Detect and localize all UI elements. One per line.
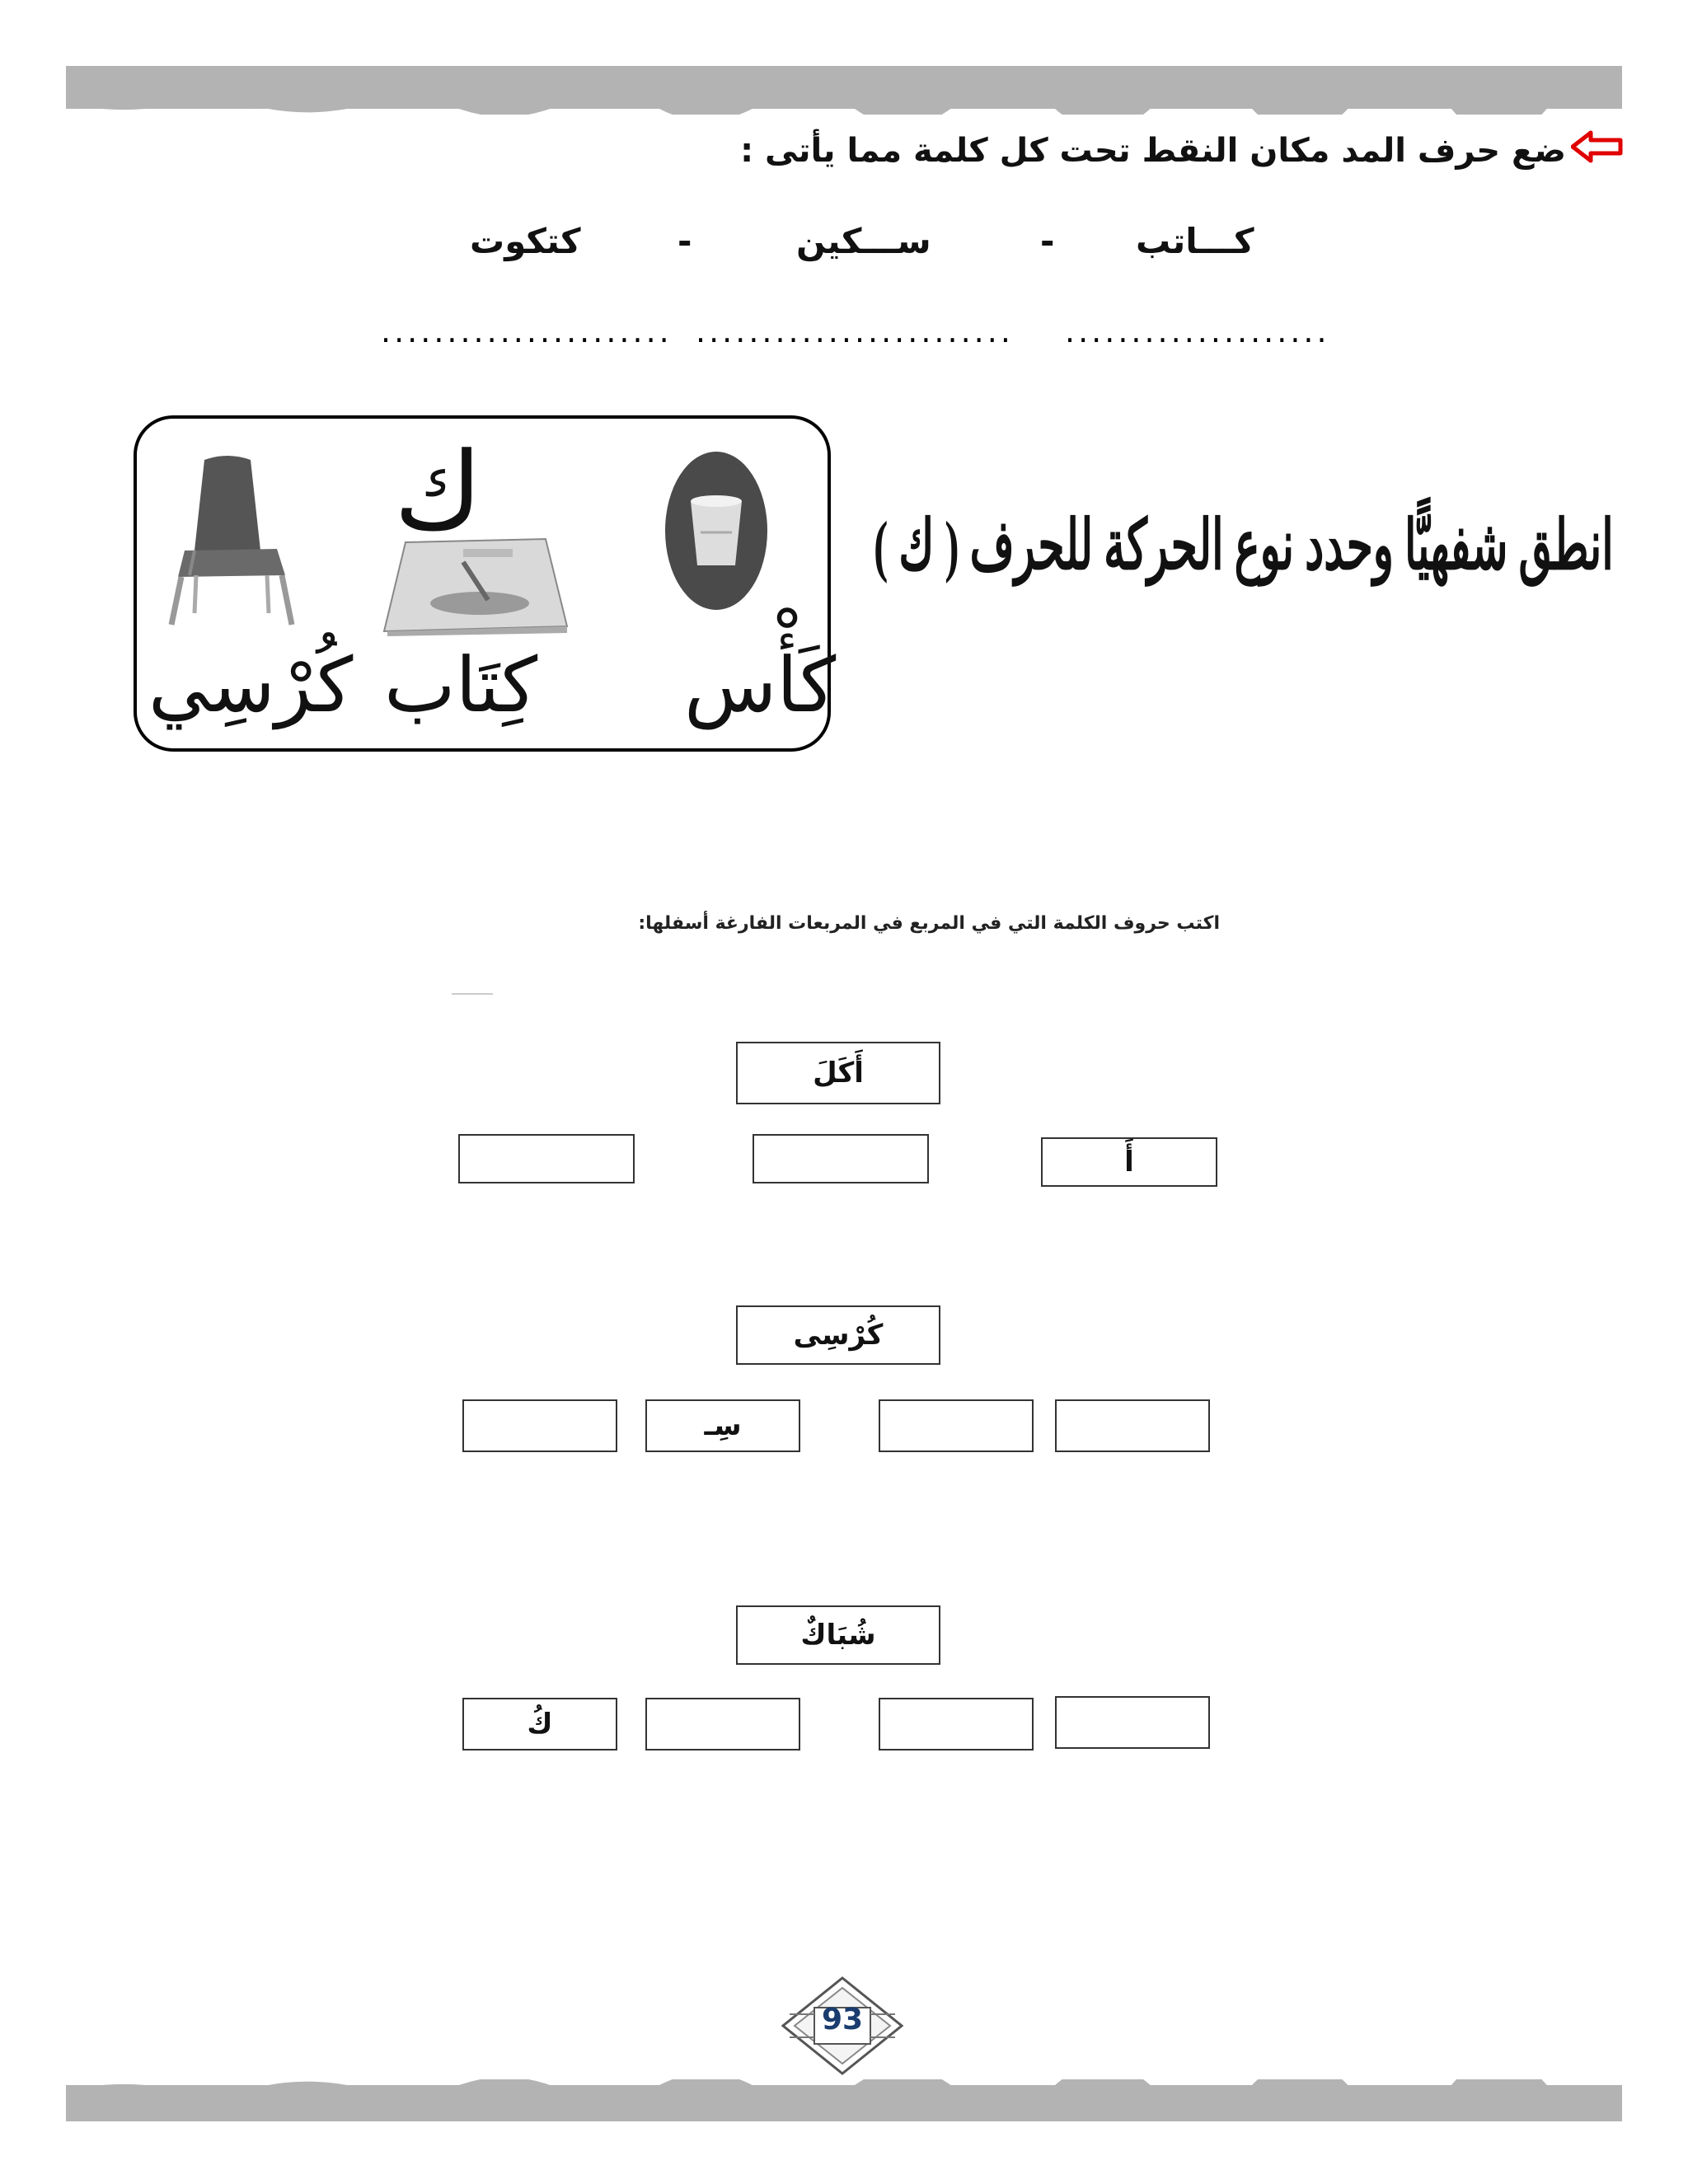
letter-box[interactable]	[458, 1134, 635, 1183]
letter-box[interactable]	[462, 1399, 617, 1452]
letter-kaf: ك	[394, 429, 483, 554]
letter-box[interactable]	[879, 1399, 1034, 1452]
answer-blank-2[interactable]: ........................	[696, 313, 1014, 349]
header-band	[66, 66, 1622, 109]
answer-blank-3[interactable]: ......................	[381, 313, 673, 349]
divider	[452, 993, 493, 995]
exercise1-instruction: ضع حرف المد مكان النقط تحت كل كلمة مما يأتى :	[740, 132, 1566, 170]
footer-band	[66, 2085, 1622, 2121]
letter-box[interactable]: أَ	[1041, 1137, 1217, 1187]
word-box-akala: أَكَلَ	[736, 1042, 940, 1104]
letter-box[interactable]	[1055, 1399, 1210, 1452]
letter-box[interactable]	[1055, 1696, 1210, 1749]
answer-blank-1[interactable]: ....................	[1065, 313, 1330, 349]
letter-box[interactable]	[879, 1698, 1034, 1750]
chair-image	[153, 452, 302, 628]
word-kursi: كُرْسِي	[148, 641, 354, 729]
exercise2-instruction: انطق شفهيًّا وحدد نوع الحركة للحرف ( ك )	[874, 508, 1614, 584]
glass-image	[663, 450, 770, 612]
word-kaas: كَأْس	[684, 641, 837, 729]
exercise1-word-1: كـــاتب	[1136, 221, 1254, 261]
word-box-kursi: كُرْسِى	[736, 1305, 940, 1365]
word-kitab: كِتَاب	[384, 641, 538, 729]
word-box-shubbak: شُبَاكٌ	[736, 1605, 940, 1665]
letter-box[interactable]	[645, 1698, 800, 1750]
letter-box[interactable]: سِـ	[645, 1399, 800, 1452]
page-number: 93	[821, 2003, 864, 2036]
letter-box[interactable]	[753, 1134, 929, 1183]
exercise1-word-2: ســـكين	[796, 221, 931, 261]
exercise1-separator-2: -	[678, 221, 692, 261]
exercise3-instruction: اكتب حروف الكلمة التي في المربع في المربعات الفارغة أسفلها:	[638, 913, 1220, 934]
exercise1-separator-1: -	[1040, 221, 1055, 261]
exercise1-word-3: كتكوت	[470, 221, 581, 261]
letter-box[interactable]: كُ	[462, 1698, 617, 1750]
arrow-icon	[1571, 130, 1624, 163]
